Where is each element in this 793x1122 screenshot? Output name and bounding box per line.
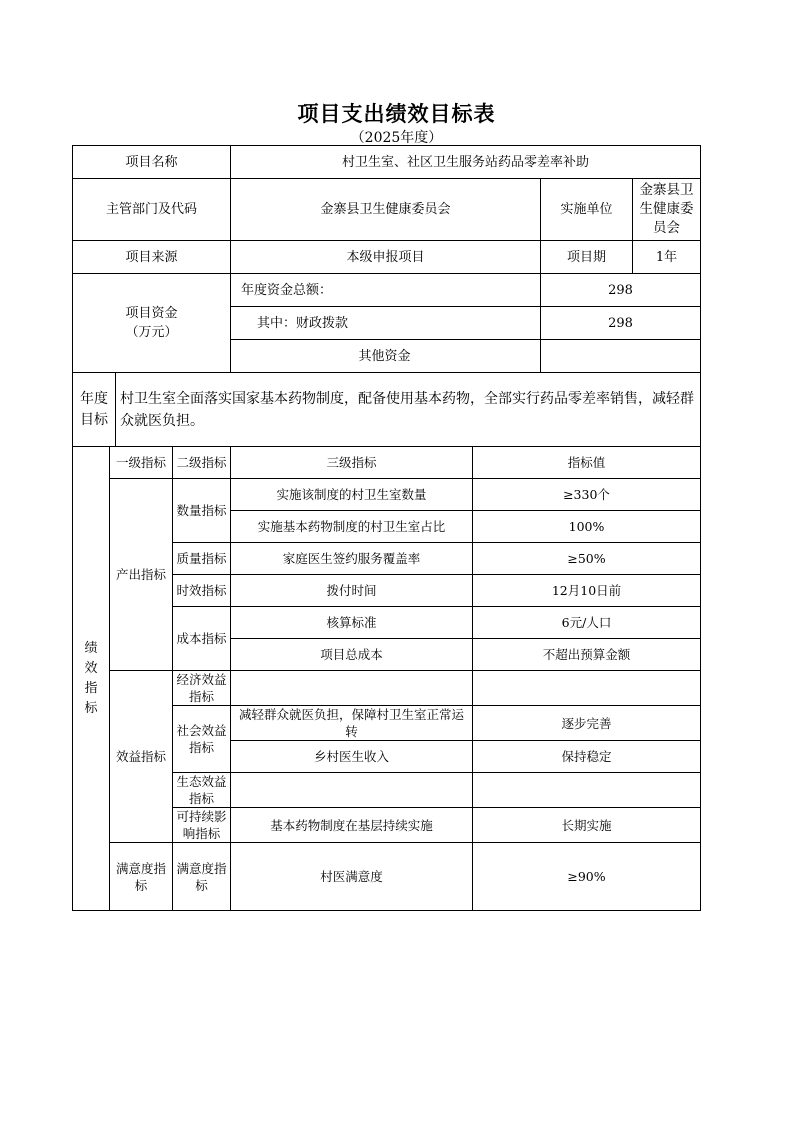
indicator-value: ≥50% xyxy=(473,543,701,575)
quality-indicator-label: 质量指标 xyxy=(173,543,231,575)
indicator-value xyxy=(473,773,701,808)
indicator-name: 村医满意度 xyxy=(231,843,473,911)
satisfaction-indicator-label: 满意度指标 xyxy=(110,843,173,911)
total-funds-value: 298 xyxy=(541,274,701,307)
performance-indicator-label: 绩效指标 xyxy=(73,447,110,911)
indicator-value: 长期实施 xyxy=(473,808,701,843)
indicator-name: 项目总成本 xyxy=(231,639,473,671)
timeliness-indicator-label: 时效指标 xyxy=(173,575,231,607)
indicator-name: 拨付时间 xyxy=(231,575,473,607)
page-title: 项目支出绩效目标表 xyxy=(297,101,496,126)
period-value: 1年 xyxy=(633,241,701,274)
project-name-value: 村卫生室、社区卫生服务站药品零差率补助 xyxy=(231,146,701,179)
ecological-indicator-label: 生态效益指标 xyxy=(173,773,231,808)
indicator-name: 家庭医生签约服务覆盖率 xyxy=(231,543,473,575)
page-subtitle: （2025年度） xyxy=(350,130,443,146)
impl-label: 实施单位 xyxy=(541,179,633,241)
funds-label-line1: 项目资金 xyxy=(125,306,178,321)
annual-goal-label: 年度目标 xyxy=(73,373,116,446)
indicator-value: 6元/人口 xyxy=(473,607,701,639)
quantity-indicator-label: 数量指标 xyxy=(173,479,231,543)
satisfaction-subindicator-label: 满意度指标 xyxy=(173,843,231,911)
project-info-table xyxy=(72,145,701,447)
header-level1: 一级指标 xyxy=(110,447,173,479)
fiscal-funds-label: 其中：财政拨款 xyxy=(231,307,541,340)
source-value: 本级申报项目 xyxy=(231,241,541,274)
cost-indicator-label: 成本指标 xyxy=(173,607,231,671)
indicator-value: ≥90% xyxy=(473,843,701,911)
indicator-name: 乡村医生收入 xyxy=(231,741,473,773)
impl-value: 金寨县卫生健康委员会 xyxy=(633,179,701,241)
output-indicator-label: 产出指标 xyxy=(110,479,173,671)
dept-value: 金寨县卫生健康委员会 xyxy=(231,179,541,241)
indicator-name: 减轻群众就医负担，保障村卫生室正常运转 xyxy=(231,706,473,741)
source-label: 项目来源 xyxy=(73,241,231,274)
funds-label xyxy=(73,274,231,373)
indicator-value: 逐步完善 xyxy=(473,706,701,741)
annual-goal-text: 村卫生室全面落实国家基本药物制度，配备使用基本药物，全部实行药品零差率销售，减轻群众就医负担。 xyxy=(120,390,694,429)
header-level2: 二级指标 xyxy=(173,447,231,479)
benefit-indicator-label: 效益指标 xyxy=(110,671,173,843)
total-funds-label: 年度资金总额： xyxy=(231,274,541,307)
other-funds-value xyxy=(541,340,701,373)
indicator-value: 12月10日前 xyxy=(473,575,701,607)
sustainable-indicator-label: 可持续影响指标 xyxy=(173,808,231,843)
indicator-name: 实施基本药物制度的村卫生室占比 xyxy=(231,511,473,543)
indicator-value: 保持稳定 xyxy=(473,741,701,773)
indicator-value xyxy=(473,671,701,706)
indicator-name: 核算标准 xyxy=(231,607,473,639)
indicator-value: 100% xyxy=(473,511,701,543)
economic-indicator-label: 经济效益指标 xyxy=(173,671,231,706)
header-level3: 三级指标 xyxy=(231,447,473,479)
indicator-name: 实施该制度的村卫生室数量 xyxy=(231,479,473,511)
period-label: 项目期 xyxy=(541,241,633,274)
social-indicator-label: 社会效益指标 xyxy=(173,706,231,773)
dept-label: 主管部门及代码 xyxy=(73,179,231,241)
indicator-value: 不超出预算金额 xyxy=(473,639,701,671)
indicator-name xyxy=(231,773,473,808)
indicator-table xyxy=(72,446,701,911)
funds-label-line2: （万元） xyxy=(125,325,178,340)
indicator-value: ≥330个 xyxy=(473,479,701,511)
other-funds-label: 其他资金 xyxy=(231,340,541,373)
indicator-name: 基本药物制度在基层持续实施 xyxy=(231,808,473,843)
header-value: 指标值 xyxy=(473,447,701,479)
project-name-label: 项目名称 xyxy=(73,146,231,179)
indicator-name xyxy=(231,671,473,706)
fiscal-funds-value: 298 xyxy=(541,307,701,340)
